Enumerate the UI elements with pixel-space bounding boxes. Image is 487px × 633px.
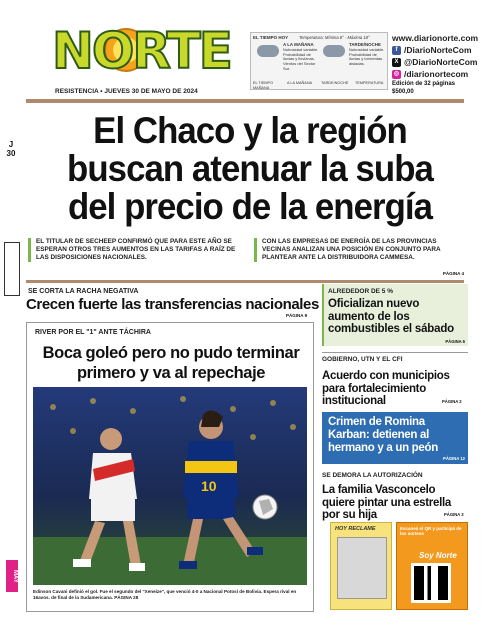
side-day: J [8,140,14,149]
subhead-left: EL TITULAR DE SECHEEP CONFIRMÓ QUE PARA ESTE AÑO SE ESPERAN OTROS TRES AUMENTOS EN LAS TARIFAS A RAÍZ DE LAS DISPOSICIONES NACIONALES. [28,238,240,262]
weather-morning [283,43,319,72]
soy-norte-text: Escaneá el QR y participá de los sorteos [400,526,462,536]
cloud-icon [257,45,279,57]
facebook-handle: /DiarioNorteCom [404,45,472,55]
weather-morning-title: A LA MAÑANA [283,42,314,47]
story4-kicker: SE DEMORA LA AUTORIZACIÓN [322,472,423,479]
edition-line: RESISTENCIA • JUEVES 30 DE MAYO DE 2024 [55,88,198,95]
weather-night [349,43,385,67]
reclame-ad[interactable] [330,522,392,610]
weather-night-text: Nubosidad variable. Probabilidad de lluvias y tormentas aisladas. [349,46,385,67]
social-twitter[interactable] [392,56,478,68]
story4-page: PÁGINA 3 [444,512,464,517]
weather-foot-2: A LA MAÑANA [287,81,313,85]
fuel-story[interactable] [322,284,468,346]
photo-caption: Edinson Cavani definió el gol. Fue el segundo del "Xeneize", que venció 4-0 a Nacional Potosí de Bolivia. Espera rival en 16avos. de final de la Sudamericana. PÁGINA 28 [33,589,297,600]
side-date [4,140,18,158]
price-info [392,80,455,96]
weather-foot-3: TARDE/NOCHE [321,81,349,85]
divider [26,99,464,103]
reclame-title: HOY RECLAME [335,526,376,532]
subhead-right: CON LAS EMPRESAS DE ENERGÍA DE LAS PROVINCIAS VECINAS ANALIZAN UNA POSICIÓN EN CONJUNTO PARA PLANTEAR ANTE LA DISTRIBUIDORA CAMMESA. [254,238,466,262]
weather-temps: Temperatura: Mínima 8° - Máxima 18° [299,35,370,40]
main-subheads [28,238,466,276]
price: $500,00 [392,89,414,95]
svg-text:10: 10 [201,478,217,494]
weather-morning-text: Nubosidad variable. Probabilidad de lluvias y lloviznas. Vientos del Sector Sur. [283,46,319,71]
cloud-icon [323,45,345,57]
weather-title: EL TIEMPO HOY [253,35,289,40]
crime-story[interactable] [322,412,468,464]
story3-headline[interactable]: Acuerdo con municipios para fortalecimiento institucional [322,370,450,407]
may-strip: MAY [6,560,18,592]
fuel-kicker: ALREDEDOR DE 5 % [328,288,394,295]
soy-norte-brand: Soy Norte [419,551,457,560]
social-instagram[interactable] [392,68,478,80]
story1-kicker: SE CORTA LA RACHA NEGATIVA [28,288,139,295]
football-photo-illustration [33,387,307,585]
social-facebook[interactable] [392,44,478,56]
weather-foot-4: TEMPERATURA [355,81,384,85]
story3-kicker: GOBIERNO, UTN Y EL CFI [322,356,403,363]
instagram-icon: ◎ [393,70,400,77]
page-ref: PÁGINA 4 [442,271,464,276]
instagram-handle: /diarionortecom [404,69,469,79]
ad-product-image [337,537,387,599]
social-links [392,32,478,80]
story1-headline[interactable]: Crecen fuerte las transferencias nacionales [26,296,319,313]
divider [322,352,468,353]
soy-norte-ad[interactable] [396,522,468,610]
crime-headline: Crimen de Romina Karban: detienen al hermano y a un peón [328,416,438,454]
page-count: Edición de 32 páginas [392,81,456,87]
fuel-page: PÁGINA 6 [445,339,465,344]
crime-page: PÁGINA 12 [443,456,465,461]
logo-text: NORTE [52,22,231,80]
main-headline[interactable]: El Chaco y la región buscan atenuar la suba del precio de la energía [67,110,433,227]
boca-headline[interactable]: Boca goleó pero no pudo terminar primero y va al repechaje [42,344,300,382]
weather-box [250,32,388,90]
story1-page: PÁGINA 9 [286,313,308,318]
norte-logo[interactable] [52,22,231,80]
divider [26,280,464,283]
masthead [0,0,487,100]
side-ad-strip [4,242,20,296]
story3-page: PÁGINA 2 [442,399,462,404]
boca-kicker: RIVER POR EL "1" ANTE TÁCHIRA [35,329,151,336]
football-photo[interactable] [33,387,307,585]
side-num: 30 [6,149,16,158]
twitter-icon: X [392,58,401,67]
weather-foot-1: EL TIEMPO MAÑANA [253,81,274,90]
story4-headline[interactable]: La familia Vasconcelo quiere pintar una estrella por su hija [322,484,451,521]
facebook-icon: f [392,46,401,55]
qr-code-icon[interactable] [411,563,451,603]
twitter-handle: @DiarioNorteCom [404,57,478,67]
website-link[interactable]: www.diarionorte.com [392,33,479,43]
boca-story [26,322,314,612]
weather-night-title: TARDE/NOCHE [349,42,381,47]
fuel-headline: Oficializan nuevo aumento de los combustibles el sábado [328,298,454,335]
